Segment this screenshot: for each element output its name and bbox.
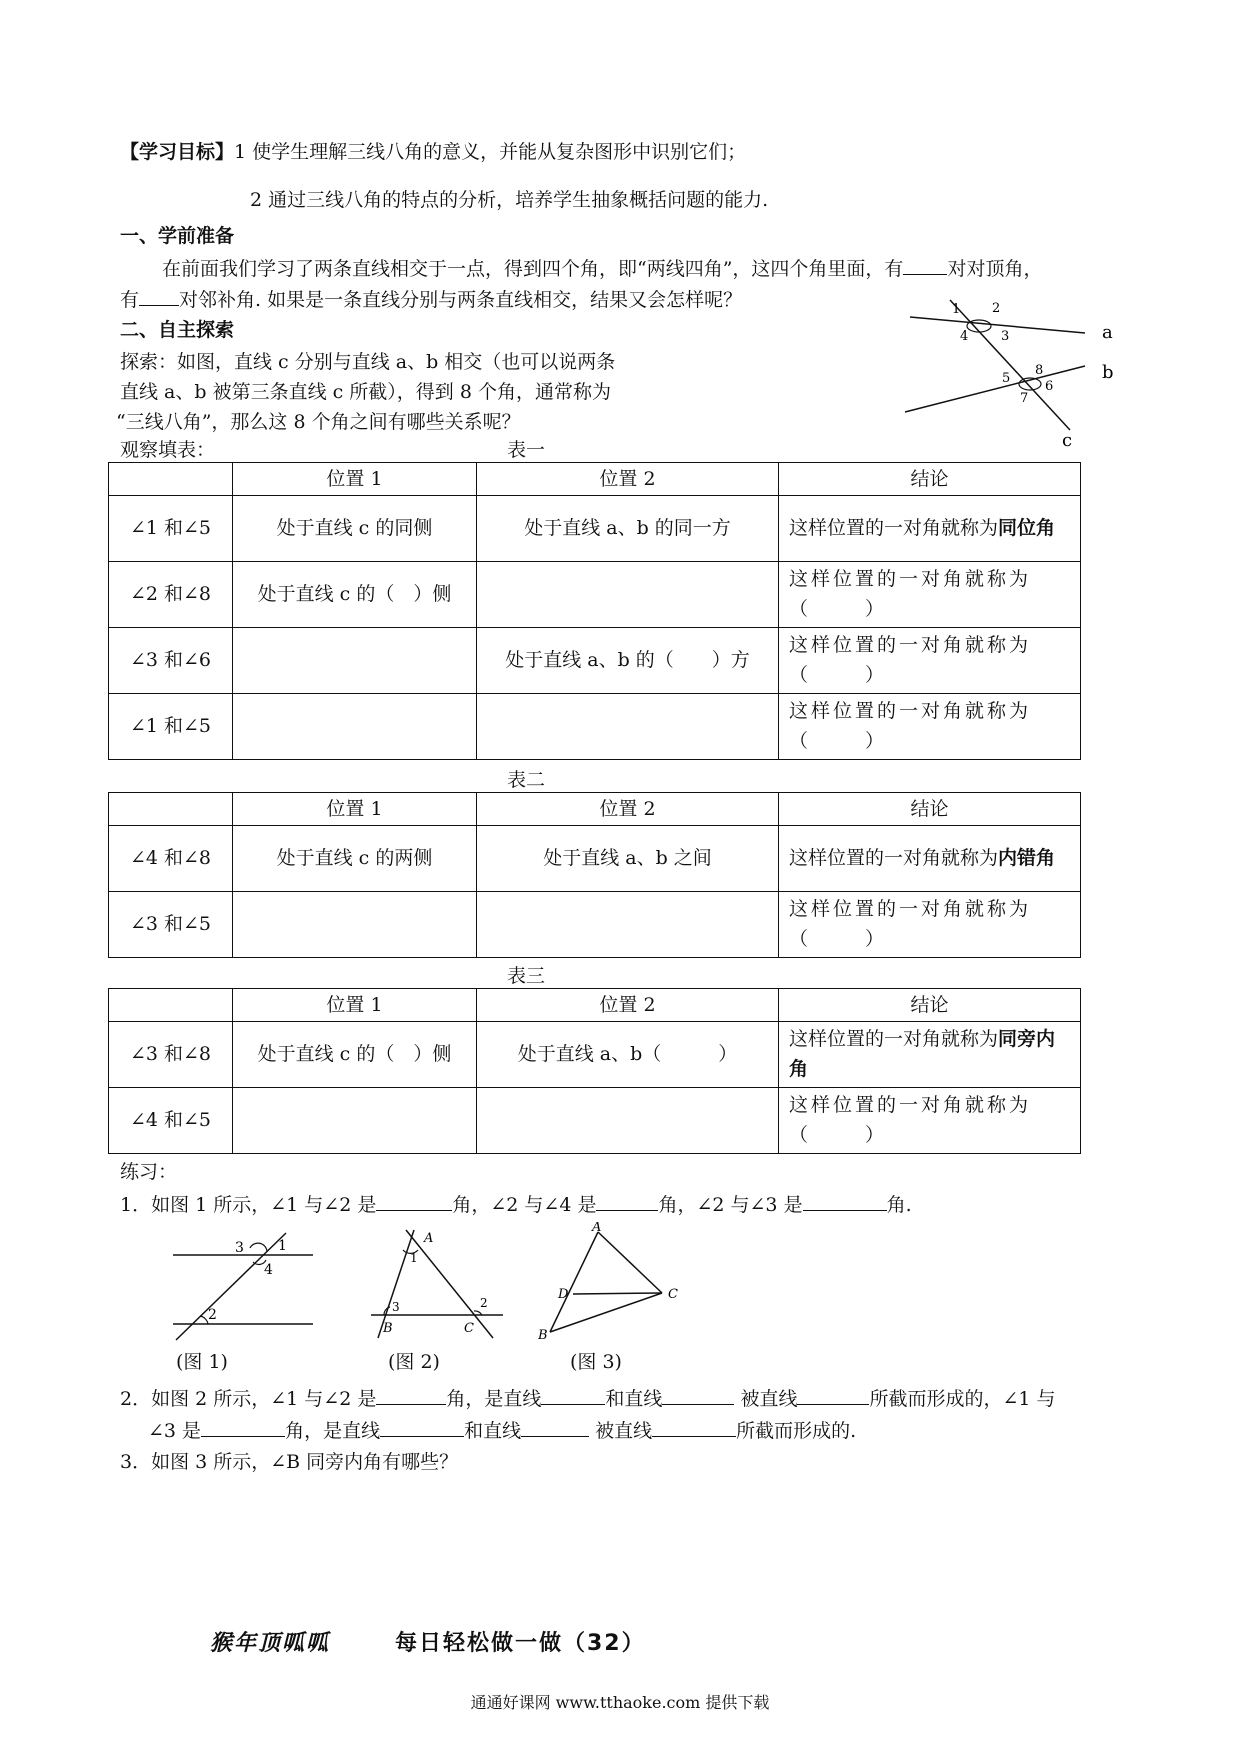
q1-blank-2[interactable]	[596, 1192, 658, 1211]
figure-3-caption: (图 3)	[570, 1351, 622, 1373]
table-row	[109, 694, 1081, 760]
section1-text-c: 有	[120, 289, 140, 311]
table-row	[109, 562, 1081, 628]
q2-blank-4[interactable]	[797, 1386, 869, 1405]
table2-r2-pair: ∠3 和∠5	[109, 892, 233, 958]
figure-3	[538, 1222, 688, 1342]
q2-blank-8[interactable]	[652, 1418, 736, 1437]
q2-text-c: 和直线	[605, 1388, 663, 1410]
q2-text-e: 所截而形成的，∠1 与	[869, 1388, 1056, 1410]
table3-r1-pair: ∠3 和∠8	[109, 1022, 233, 1088]
conclusion-blank[interactable]: （ ）	[789, 597, 885, 620]
table1-r1-pos1[interactable]: 处于直线 c 的同侧	[233, 496, 477, 562]
table1-r2-conclusion[interactable]	[779, 562, 1081, 628]
table1-r4-pos2[interactable]	[477, 694, 779, 760]
table1-r3-pair: ∠3 和∠6	[109, 628, 233, 694]
blank-vertical-angles[interactable]	[903, 256, 947, 275]
diagram-label-b: b	[1102, 362, 1114, 383]
section2-heading: 二、自主探索	[120, 319, 235, 341]
q2-text-d: 被直线	[740, 1388, 798, 1410]
q2-blank-1[interactable]	[376, 1386, 446, 1405]
table3-header-conclusion: 结论	[779, 989, 1081, 1022]
table2-r1-pos1[interactable]: 处于直线 c 的两侧	[233, 826, 477, 892]
fig2-label-a: A	[424, 1231, 434, 1246]
diagram-label-2: 2	[992, 301, 1001, 316]
table3-header-pos1: 位置 1	[233, 989, 477, 1022]
fig3-side-ac	[598, 1232, 662, 1293]
table2-header-conclusion: 结论	[779, 793, 1081, 826]
footer-series: 每日轻松做一做（32）	[395, 1631, 646, 1656]
section1-paragraph-line1	[162, 256, 1182, 282]
table1-r2-pair: ∠2 和∠8	[109, 562, 233, 628]
table1-r3-pos2[interactable]: 处于直线 a、b 的（ ）方	[477, 628, 779, 694]
footer-brand: 猴年顶呱呱	[210, 1631, 331, 1656]
table1-r4-conclusion[interactable]	[779, 694, 1081, 760]
conclusion-text: 这样位置的一对角就称为	[789, 846, 999, 869]
diagram-label-7: 7	[1020, 391, 1029, 406]
table1	[108, 462, 1081, 760]
q2-text-b: 角，是直线	[446, 1388, 542, 1410]
table3	[108, 988, 1081, 1154]
observe-label: 观察填表：	[120, 439, 216, 461]
fig2-label-1: 1	[410, 1251, 418, 1265]
table2-r1-conclusion[interactable]	[779, 826, 1081, 892]
q2-blank-2[interactable]	[541, 1386, 605, 1405]
figure-1-caption: (图 1)	[176, 1351, 228, 1373]
conclusion-term: 同旁内角	[789, 1028, 1056, 1080]
table1-caption: 表一	[506, 439, 545, 461]
q2-text-j: 所截而形成的.	[736, 1420, 857, 1442]
table2-r1-pair: ∠4 和∠8	[109, 826, 233, 892]
objective-1: 1 使学生理解三线八角的意义，并能从复杂图形中识别它们；	[234, 141, 747, 163]
table1-r3-pos1[interactable]	[233, 628, 477, 694]
q2-blank-3[interactable]	[662, 1386, 734, 1405]
q1-text-c: 角，∠2 与∠3 是	[658, 1194, 803, 1216]
fig2-line-ac	[406, 1230, 493, 1338]
q2-blank-5[interactable]	[201, 1418, 285, 1437]
table2-header-pair	[109, 793, 233, 826]
diagram-label-a: a	[1102, 322, 1113, 343]
conclusion-text: 这样位置的一对角就称为	[789, 1094, 1032, 1117]
fig2-label-3: 3	[392, 1300, 400, 1314]
table-row	[109, 1088, 1081, 1154]
fig1-label-2: 2	[208, 1307, 217, 1323]
fig2-label-c: C	[464, 1321, 474, 1336]
q2-text-a: 2．如图 2 所示，∠1 与∠2 是	[120, 1388, 377, 1410]
fig1-label-1: 1	[278, 1238, 287, 1254]
fig3-label-d: D	[558, 1287, 569, 1302]
table1-header-pair	[109, 463, 233, 496]
table3-header-row	[109, 989, 1081, 1022]
fig2-label-2: 2	[480, 1296, 488, 1310]
fig3-label-a: A	[592, 1222, 602, 1235]
table1-r1-conclusion[interactable]	[779, 496, 1081, 562]
table1-r3-conclusion[interactable]	[779, 628, 1081, 694]
objectives-line-1	[120, 140, 746, 165]
diagram-label-5: 5	[1002, 371, 1011, 386]
q1-text-b: 角，∠2 与∠4 是	[452, 1194, 597, 1216]
table-row	[109, 628, 1081, 694]
table2	[108, 792, 1081, 958]
conclusion-term: 内错角	[998, 846, 1056, 869]
table2-caption: 表二	[506, 769, 545, 791]
fig3-label-c: C	[668, 1287, 678, 1302]
exercise-2-line1	[120, 1386, 1056, 1412]
table-row	[109, 826, 1081, 892]
table-row	[109, 496, 1081, 562]
diagram-label-c: c	[1062, 430, 1073, 450]
q1-text-d: 角.	[886, 1194, 912, 1216]
diagram-label-1: 1	[952, 302, 961, 317]
q2-blank-6[interactable]	[380, 1418, 464, 1437]
q1-text-a: 1．如图 1 所示，∠1 与∠2 是	[120, 1194, 377, 1216]
conclusion-text: 这样位置的一对角就称为	[789, 634, 1032, 657]
line-c	[950, 300, 1070, 430]
table3-r2-pair: ∠4 和∠5	[109, 1088, 233, 1154]
table1-header-conclusion: 结论	[779, 463, 1081, 496]
q2-text-g: 角，是直线	[285, 1420, 381, 1442]
table-row	[109, 892, 1081, 958]
conclusion-term: 同位角	[998, 516, 1056, 539]
q1-blank-1[interactable]	[376, 1192, 452, 1211]
section1-heading: 一、学前准备	[120, 225, 235, 247]
objective-2: 2 通过三线八角的特点的分析，培养学生抽象概括问题的能力.	[250, 189, 769, 211]
q2-blank-7[interactable]	[521, 1418, 589, 1437]
q2-text-f: ∠3 是	[148, 1420, 202, 1442]
table3-header-pair	[109, 989, 233, 1022]
q2-text-i: 被直线	[595, 1420, 653, 1442]
diagram-label-3: 3	[1001, 329, 1010, 344]
section1-text-a: 在前面我们学习了两条直线相交于一点，得到四个角，即“两线四角”，这四个角里面，有	[162, 258, 904, 280]
fig2-label-b: B	[383, 1321, 393, 1336]
table3-r2-pos1[interactable]	[233, 1088, 477, 1154]
conclusion-text: 这样位置的一对角就称为	[789, 516, 999, 539]
explore-line-1: 探索：如图，直线 c 分别与直线 a、b 相交（也可以说两条	[120, 351, 616, 373]
line-a	[910, 317, 1085, 333]
section1-paragraph-line2	[120, 287, 742, 313]
table2-header-pos2: 位置 2	[477, 793, 779, 826]
conclusion-text: 这样位置的一对角就称为	[789, 1028, 999, 1051]
table3-header-pos2: 位置 2	[477, 989, 779, 1022]
table3-r1-conclusion[interactable]	[779, 1022, 1081, 1088]
table3-r1-pos2[interactable]: 处于直线 a、b（ ）	[477, 1022, 779, 1088]
table1-r4-pair: ∠1 和∠5	[109, 694, 233, 760]
blank-adjacent-angles[interactable]	[139, 287, 179, 306]
angle-arc-top	[967, 320, 991, 332]
fig1-arc-2	[200, 1316, 208, 1324]
conclusion-text: 这样位置的一对角就称为	[789, 700, 1032, 723]
table1-r4-pos1[interactable]	[233, 694, 477, 760]
conclusion-blank[interactable]: （ ）	[789, 729, 885, 752]
section1-text-d: 对邻补角. 如果是一条直线分别与两条直线相交，结果又会怎样呢？	[179, 289, 743, 311]
table2-r2-pos2[interactable]	[477, 892, 779, 958]
exercise-2-line2	[148, 1418, 856, 1444]
diagram-label-4: 4	[960, 329, 969, 344]
table2-r2-pos1[interactable]	[233, 892, 477, 958]
table3-caption: 表三	[506, 965, 545, 987]
table2-r2-conclusion[interactable]	[779, 892, 1081, 958]
explore-line-3: “三线八角”，那么这 8 个角之间有哪些关系呢？	[116, 411, 521, 433]
conclusion-blank[interactable]: （ ）	[789, 1123, 885, 1146]
table2-header-row	[109, 793, 1081, 826]
fig3-label-b: B	[538, 1328, 548, 1342]
q1-blank-3[interactable]	[803, 1192, 887, 1211]
table-row	[109, 1022, 1081, 1088]
table3-r2-conclusion[interactable]	[779, 1088, 1081, 1154]
figure-1	[168, 1228, 318, 1343]
exercise-3: 3．如图 3 所示，∠B 同旁内角有哪些？	[120, 1451, 459, 1473]
explore-line-2: 直线 a、b 被第三条直线 c 所截），得到 8 个角，通常称为	[120, 381, 611, 403]
table1-r2-pos1[interactable]: 处于直线 c 的（ ）侧	[233, 562, 477, 628]
fig1-label-3: 3	[235, 1240, 244, 1256]
exercises-heading: 练习：	[120, 1161, 178, 1183]
figure-2	[368, 1228, 508, 1343]
fig3-segment-dc	[573, 1293, 662, 1294]
conclusion-blank[interactable]: （ ）	[789, 663, 885, 686]
q2-text-h: 和直线	[464, 1420, 522, 1442]
conclusion-text: 这样位置的一对角就称为	[789, 898, 1032, 921]
table1-r2-pos2[interactable]	[477, 562, 779, 628]
fig1-arc-1	[250, 1243, 267, 1252]
table3-r2-pos2[interactable]	[477, 1088, 779, 1154]
section1-text-b: 对对顶角，	[947, 258, 1043, 280]
diagram-label-6: 6	[1045, 379, 1054, 394]
table1-header-pos1: 位置 1	[233, 463, 477, 496]
line-b	[905, 366, 1085, 412]
table2-header-pos1: 位置 1	[233, 793, 477, 826]
table1-r1-pair: ∠1 和∠5	[109, 496, 233, 562]
three-lines-diagram	[900, 290, 1140, 450]
table2-r1-pos2[interactable]: 处于直线 a、b 之间	[477, 826, 779, 892]
table1-header-row	[109, 463, 1081, 496]
table3-r1-pos1[interactable]: 处于直线 c 的（ ）侧	[233, 1022, 477, 1088]
footer-source: 通通好课网 www.tthaoke.com 提供下载	[470, 1693, 770, 1712]
exercise-1	[120, 1192, 912, 1218]
conclusion-text: 这样位置的一对角就称为	[789, 568, 1032, 591]
objectives-label: 【学习目标】	[120, 141, 235, 163]
figure-2-caption: (图 2)	[388, 1351, 440, 1373]
diagram-label-8: 8	[1035, 363, 1044, 378]
table1-header-pos2: 位置 2	[477, 463, 779, 496]
fig1-label-4: 4	[264, 1262, 273, 1278]
table1-r1-pos2[interactable]: 处于直线 a、b 的同一方	[477, 496, 779, 562]
conclusion-blank[interactable]: （ ）	[789, 927, 885, 950]
